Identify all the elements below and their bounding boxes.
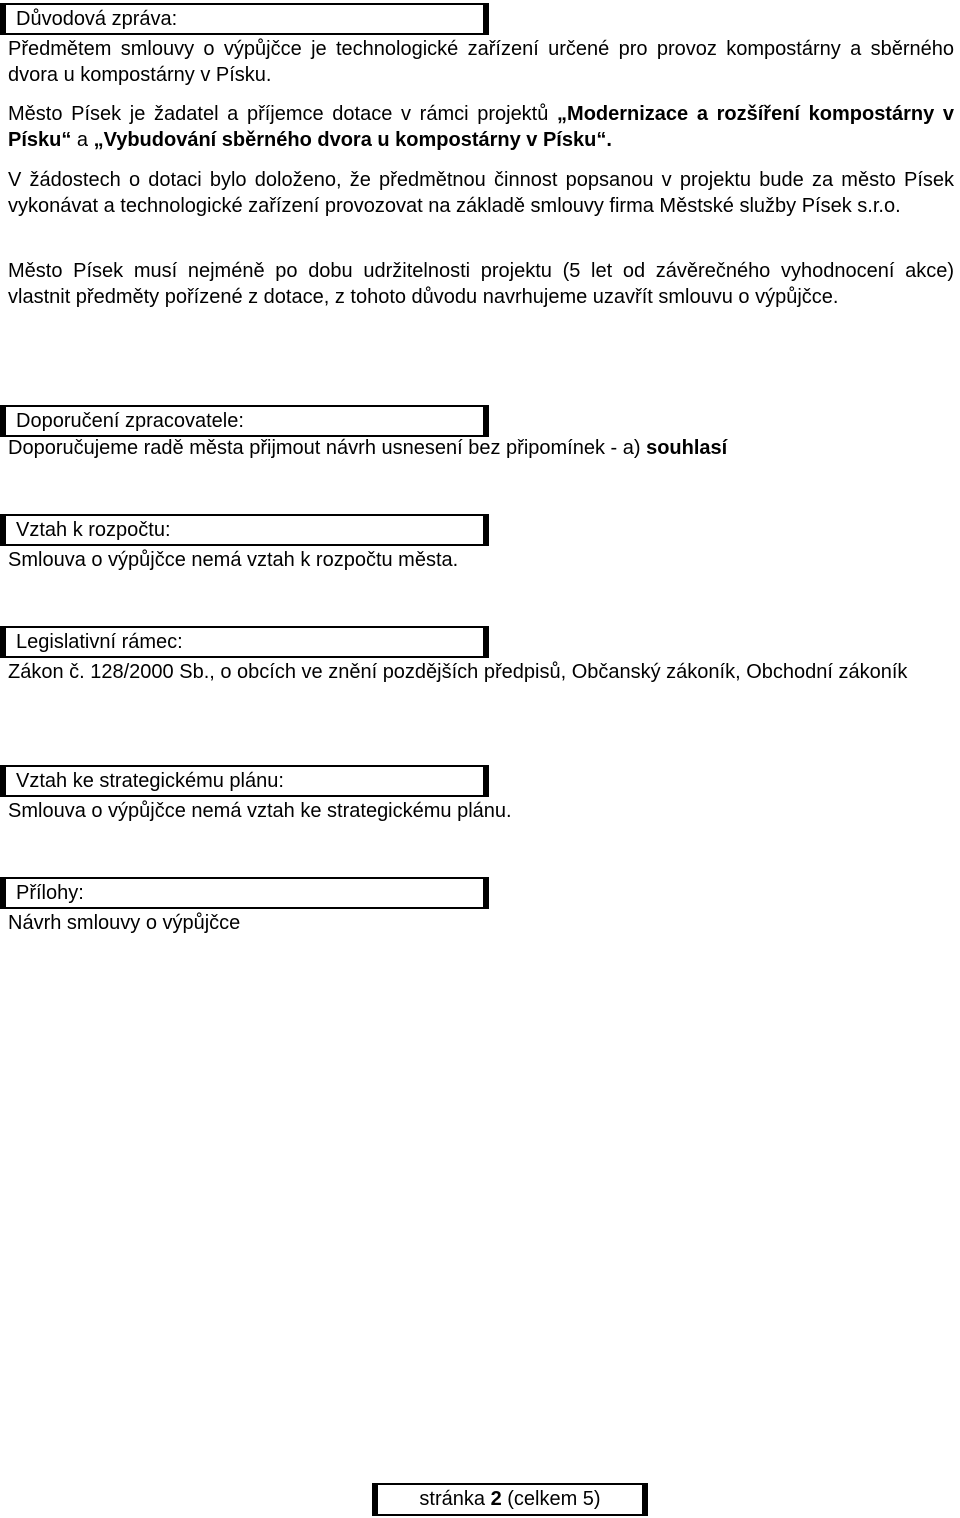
project-name-modernizace: „Modernizace a rozšíření kompostárny v Písku“ — [8, 103, 954, 151]
footer-suffix: (celkem 5) — [501, 1488, 601, 1510]
paragraph-udrzitelnost: Město Písek musí nejméně po dobu udržitelnosti projektu (5 let od závěrečného vyhodnocení akce) vlastnit předměty pořízené z dotace, z tohoto důvodu navrhujeme uzavřít smlouvu o výpůjčce. — [8, 260, 954, 308]
paragraph-prilohy: Návrh smlouvy o výpůjčce — [8, 912, 241, 934]
doporuceni-souhlasi: souhlasí — [646, 437, 728, 459]
paragraph-legislativa: Zákon č. 128/2000 Sb., o obcích ve znění pozdějších předpisů, Občanský zákoník, Obchodní zákoník — [8, 661, 908, 683]
paragraph-projekty — [8, 101, 954, 153]
paragraph-projekty-middle: a — [71, 129, 94, 151]
footer-page-number: 2 — [490, 1488, 502, 1510]
section-heading-duvodova-zprava: Důvodová zpráva: — [0, 3, 489, 35]
page-footer — [372, 1483, 648, 1516]
section-heading-legislativa: Legislativní rámec: — [0, 626, 489, 658]
paragraph-doporuceni — [8, 435, 954, 461]
paragraph-projekty-start: Město Písek je žadatel a příjemce dotace v rámci projektů — [8, 103, 558, 125]
project-name-sberny-dvur: „Vybudování sběrného dvora u kompostárny v Písku“. — [93, 129, 612, 151]
section-heading-rozpocet: Vztah k rozpočtu: — [0, 514, 489, 546]
section-heading-doporuceni: Doporučení zpracovatele: — [0, 405, 489, 437]
footer-prefix: stránka — [419, 1488, 491, 1510]
paragraph-rozpocet: Smlouva o výpůjčce nemá vztah k rozpočtu města. — [8, 549, 459, 571]
section-heading-strategie: Vztah ke strategickému plánu: — [0, 765, 489, 797]
section-heading-prilohy: Přílohy: — [0, 877, 489, 909]
doporuceni-text: Doporučujeme radě města přijmout návrh usnesení bez připomínek - a) — [8, 437, 647, 459]
paragraph-predmet: Předmětem smlouvy o výpůjčce je technologické zařízení určené pro provoz kompostárny a sběrného dvora u kompostárny v Písku. — [8, 38, 954, 86]
paragraph-strategie: Smlouva o výpůjčce nemá vztah ke strategickému plánu. — [8, 800, 512, 822]
paragraph-zadosti: V žádostech o dotaci bylo doloženo, že předmětnou činnost popsanou v projektu bude za město Písek vykonávat a technologické zařízení provozovat na základě smlouvy firma Městské služby Písek s.r.o. — [8, 169, 954, 217]
